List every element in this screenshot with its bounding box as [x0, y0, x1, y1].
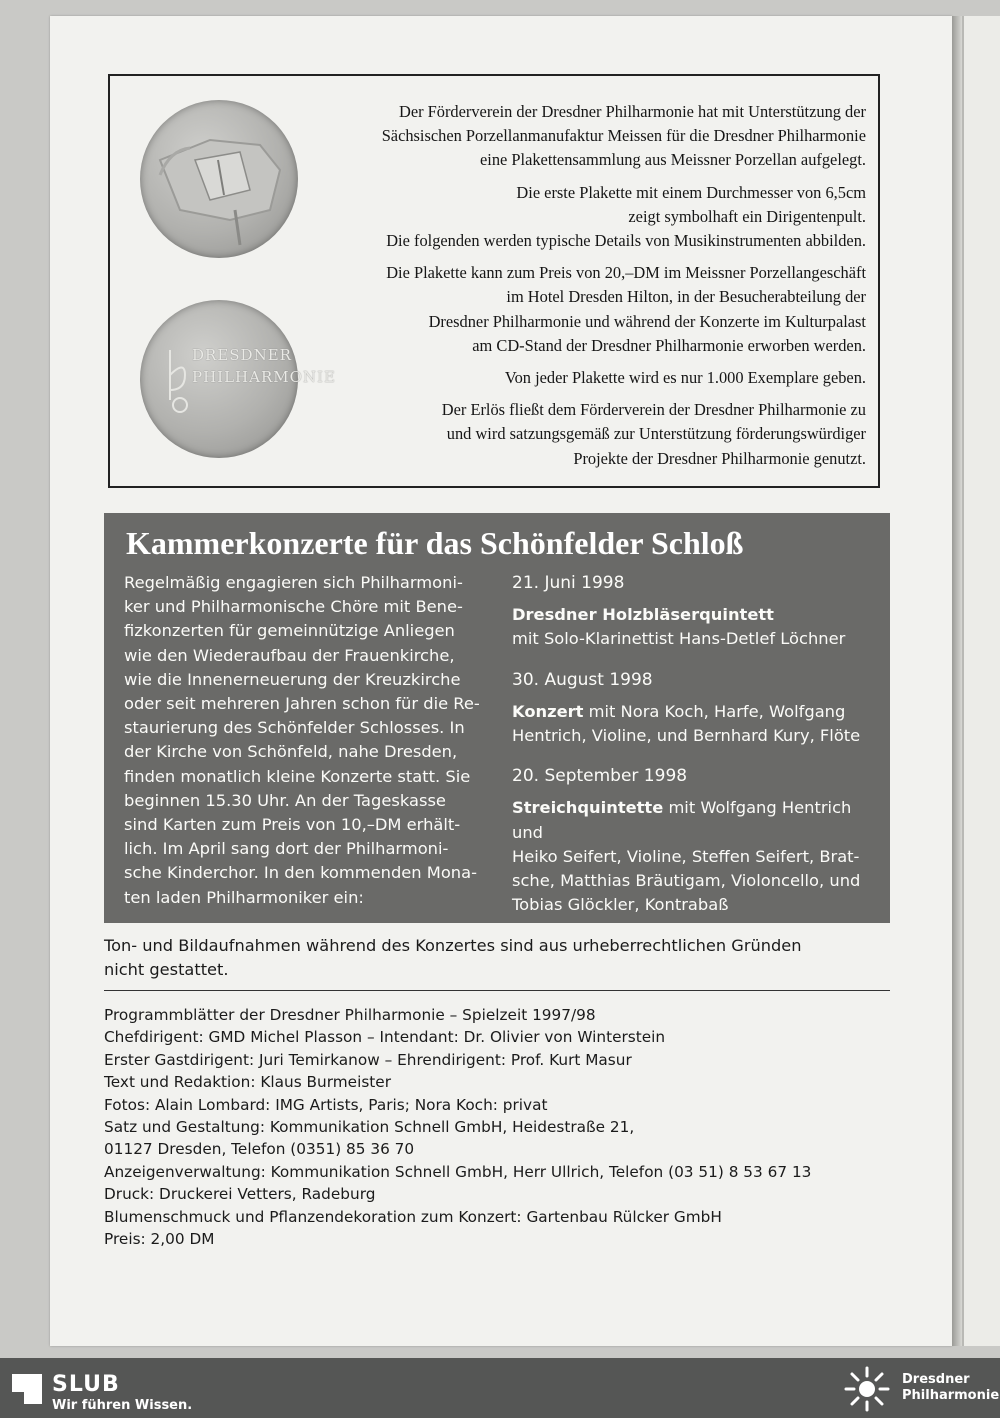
concert-entry — [512, 764, 874, 917]
page-spine — [952, 16, 962, 1346]
dresdner-philharmonie-name — [902, 1372, 999, 1404]
dp-name-line-1: Dresdner — [902, 1372, 970, 1387]
concert-name: Dresdner Holzbläserquintett — [512, 605, 774, 625]
text-line: Der Erlös fließt dem Förderverein der Dresdner Philharmonie zu — [441, 400, 866, 420]
text-line: lich. Im April sang dort der Philharmoni- — [124, 839, 449, 859]
slub-title[interactable]: SLUB — [52, 1372, 120, 1397]
plaque-description — [306, 100, 866, 479]
concert-name: Streichquintette — [512, 798, 664, 818]
credit-line: Programmblätter der Dresdner Philharmonie – Spielzeit 1997/98 — [104, 1006, 596, 1024]
text-line: Von jeder Plakette wird es nur 1.000 Exemplare geben. — [504, 368, 866, 388]
text-line: am CD-Stand der Dresdner Philharmonie erworben werden. — [472, 335, 866, 355]
next-page-edge — [962, 16, 1000, 1346]
credit-line: Erster Gastdirigent: Juri Temirkanow – Ehrendirigent: Prof. Kurt Masur — [104, 1050, 632, 1069]
concert-date: 20. September 1998 — [512, 766, 688, 787]
concert-entry — [512, 668, 874, 749]
plaque-paragraph — [306, 398, 866, 471]
recording-notice — [104, 934, 844, 982]
chamber-concerts-box — [104, 513, 890, 923]
concert-entry — [512, 571, 874, 652]
credit-line: 01127 Dresden, Telefon (0351) 85 36 70 — [104, 1140, 415, 1159]
dresdner-philharmonie-logo-icon[interactable] — [842, 1364, 892, 1414]
text-line: und wird satzungsgemäß zur Unterstützung förderungswürdiger — [446, 424, 866, 444]
text-line: oder seit mehreren Jahren schon für die Re- — [124, 694, 480, 714]
plaque-paragraph — [306, 181, 866, 254]
text-line: wie die Innenerneuerung der Kreuzkirche — [124, 669, 461, 689]
credit-line: Anzeigenverwaltung: Kommunikation Schnell GmbH, Herr Ullrich, Telefon (03 51) 8 53 67 13 — [104, 1162, 812, 1181]
footer-bar — [0, 1358, 1000, 1418]
text-line: Sächsischen Porzellanmanufaktur Meissen für die Dresdner Philharmonie — [381, 126, 866, 146]
credit-line: Chefdirigent: GMD Michel Plasson – Intendant: Dr. Olivier von Winterstein — [104, 1028, 666, 1047]
concert-date: 21. Juni 1998 — [512, 573, 625, 593]
text-line: eine Plakettensammlung aus Meissner Porzellan aufgelegt. — [480, 150, 866, 170]
philharmonie-logo-medal-image — [140, 300, 336, 458]
concert-detail: Tobias Glöckler, Kontrabaß — [512, 895, 729, 915]
text-line: Die Plakette kann zum Preis von 20,–DM im Meissner Porzellangeschäft — [386, 263, 866, 283]
text-line: beginnen 15.30 Uhr. An der Tageskasse — [124, 790, 446, 810]
text-line: Regelmäßig engagieren sich Philharmoni- — [124, 573, 463, 592]
text-line: sche Kinderchor. In den kommenden Mona- — [124, 863, 477, 883]
credit-line: Blumenschmuck und Pflanzendekoration zum Konzert: Gartenbau Rülcker GmbH — [104, 1207, 722, 1226]
text-line: staurierung des Schönfelder Schlosses. In — [124, 718, 465, 738]
text-line: ten laden Philharmoniker ein: — [124, 887, 364, 907]
slub-tagline: Wir führen Wissen. — [52, 1398, 193, 1413]
conductor-desk-medal-image — [140, 100, 298, 258]
text-line: Die folgenden werden typische Details von Musikinstrumenten abbilden. — [386, 231, 866, 251]
concert-detail: Heiko Seifert, Violine, Steffen Seifert, Brat- — [512, 846, 860, 866]
text-line: finden monatlich kleine Konzerte statt. Sie — [124, 766, 471, 786]
text-line: wie den Wiederaufbau der Frauenkirche, — [124, 645, 455, 665]
text-line: Projekte der Dresdner Philharmonie genutzt. — [573, 448, 866, 468]
text-line: zeigt symbolhaft ein Dirigentenpult. — [628, 206, 866, 226]
dp-name-line-2: Philharmonie — [902, 1388, 1000, 1403]
text-line: fizkonzerten für gemeinnützige Anliegen — [124, 621, 455, 641]
credit-line: Fotos: Alain Lombard: IMG Artists, Paris; Nora Koch: privat — [104, 1095, 548, 1114]
credit-line: Satz und Gestaltung: Kommunikation Schnell GmbH, Heidestraße 21, — [104, 1118, 635, 1137]
concert-date: 30. August 1998 — [512, 669, 653, 690]
credit-line: Preis: 2,00 DM — [104, 1230, 215, 1249]
text-line: nicht gestattet. — [104, 960, 229, 979]
text-line: Der Förderverein der Dresdner Philharmonie hat mit Unterstützung der — [399, 102, 866, 121]
medal-inscription-line-1: DRESDNER — [192, 346, 292, 364]
text-line: Ton- und Bildaufnahmen während des Konzertes sind aus urheberrechtlichen Gründen — [104, 936, 802, 955]
concert-detail: Hentrich, Violine, und Bernhard Kury, Flöte — [512, 726, 861, 746]
credit-line: Text und Redaktion: Klaus Burmeister — [104, 1073, 391, 1092]
imprint-credits — [104, 1004, 890, 1250]
concert-schedule — [512, 571, 874, 933]
text-line: Die erste Plakette mit einem Durchmesser von 6,5cm — [516, 182, 866, 202]
medal-inscription-line-2: PHILHARMONIE — [192, 368, 336, 386]
concert-detail: mit Wolfgang Hentrich und — [512, 798, 852, 842]
credit-line: Druck: Druckerei Vetters, Radeburg — [104, 1185, 376, 1204]
concerts-heading: Kammerkonzerte für das Schönfelder Schloß — [126, 525, 744, 561]
text-line: sind Karten zum Preis von 10,–DM erhält- — [124, 815, 461, 835]
slub-logo-icon[interactable] — [12, 1374, 42, 1404]
concerts-intro — [124, 571, 486, 910]
plaque-info-box — [108, 74, 880, 488]
concert-detail: mit Nora Koch, Harfe, Wolfgang — [583, 701, 846, 721]
concert-detail: sche, Matthias Bräutigam, Violoncello, und — [512, 871, 861, 891]
concert-detail: mit Solo-Klarinettist Hans-Detlef Löchner — [512, 629, 846, 649]
text-line: Dresdner Philharmonie und während der Konzerte im Kulturpalast — [428, 311, 866, 331]
text-line: im Hotel Dresden Hilton, in der Besucherabteilung der — [506, 287, 866, 307]
concert-name: Konzert — [512, 701, 584, 721]
plaque-paragraph — [306, 366, 866, 390]
plaque-paragraph — [306, 100, 866, 173]
conductor-desk-relief-icon — [140, 100, 298, 258]
text-line: ker und Philharmonische Chöre mit Bene- — [124, 597, 463, 617]
plaque-paragraph — [306, 261, 866, 358]
text-line: der Kirche von Schönfeld, nahe Dresden, — [124, 742, 458, 762]
divider — [104, 990, 890, 991]
